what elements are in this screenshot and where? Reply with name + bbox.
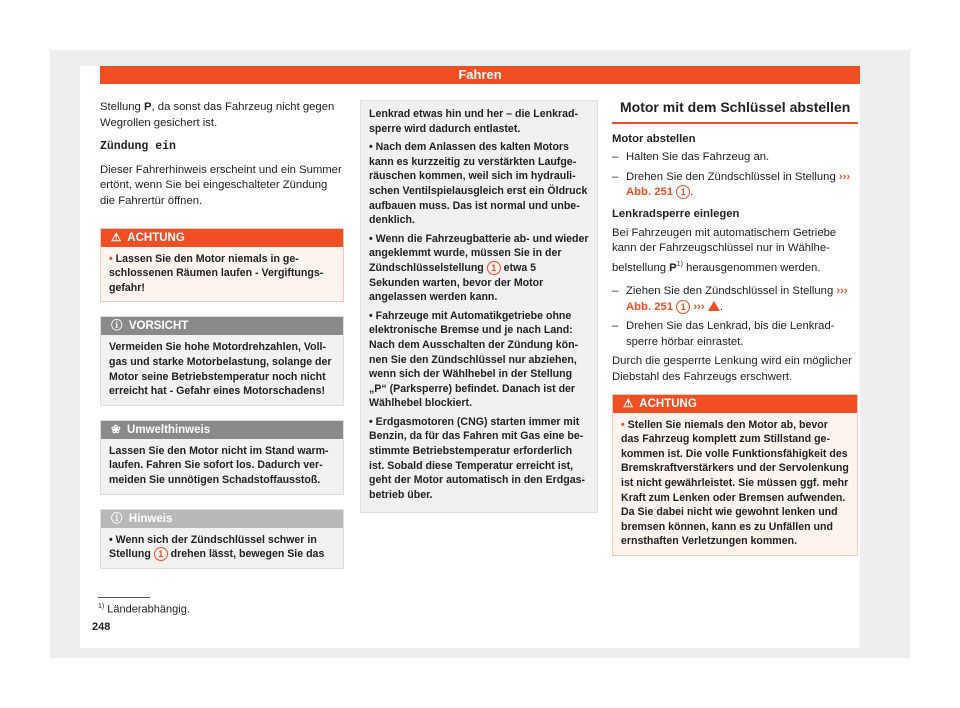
footnote: $^{1)}$ Länderabhängig. <box>98 603 190 616</box>
right-column: Motor mit dem Schlüssel abstellen Motor abstellen – Halten Sie das Fahrzeug an. – Drehen Sie den Zündschlüssel in Stellung ››› Abb. 251 1 . Lenkradsperre einlegen Bei Fahrzeugen mit automatischem Getriebe kann der Fahrzeugschlüssel nur in Wählhebelstellung $P^{1)}$ herausgenommen werden. – Ziehen Sie den Zündschlüssel in Stellung ››› Abb. 251 1 ››› . – Drehen Sie das Lenkrad, bis die Lenkradsperre hörbar einrastet. Durch die gesperrte Lenkung wird ein möglicher Diebstahl des Fahrzeugs erschwert. ⚠ ACHTUNG • Stellen Sie niemals den Motor ab, bevor das Fahrzeug komplett zum Stillstand gekommen ist. Die volle Funktionsfähigkeit des Bremskraftverstärkers und der Servolenkung ist nicht gewährleistet. Sie müssen ggf. mehr Kraft zum Lenken oder Bremsen aufwenden. Da Sie dabei nicht wie gewohnt lenken und bremsen können, kann es zu Unfällen und ernsthaften Verletzungen kommen. <box>612 100 858 570</box>
footnote-divider <box>98 597 150 598</box>
left-column <box>100 100 344 583</box>
achtung-box: ⚠ ACHTUNG • Stellen Sie niemals den Motor ab, bevor das Fahrzeug komplett zum Stillstand gekommen ist. Die volle Funktionsfähigkeit des Bremskraftverstärkers und der Servolenkung ist nicht gewährleistet. Sie müssen ggf. mehr Kraft zum Lenken oder Bremsen aufwenden. Da Sie dabei nicht wie gewohnt lenken und bremsen können, kann es zu Unfällen und ernsthaften Verletzungen kommen. <box>612 394 858 556</box>
warning-icon <box>708 301 720 311</box>
umwelt-box: ❀ Umwelthinweis Lassen Sie den Motor nicht im Stand warmlaufen. Fahren Sie sofort los. Dadurch vermeiden Sie unnötigen Schadstoffausstoß. <box>100 420 344 495</box>
warning-icon: ⚠ <box>623 397 634 410</box>
middle-column: Lenkrad etwas hin und her – die Lenkradsperre wird dadurch entlastet. • Nach dem Anlassen des kalten Motors kann es kurzzeitig zu verstärkten Laufgeräuschen kommen, weil sich im hydraulischen Ventilspielausgleich erst ein Öldruck aufbauen muss. Das ist normal und unbedenklich. • Wenn die Fahrzeugbatterie ab- und wieder angeklemmt wurde, müssen Sie in der Zündschlüsselstellung 1 etwa 5 Sekunden warten, bevor der Motor angelassen werden kann. • Fahrzeuge mit Automatikgetriebe ohne elektronische Bremse und je nach Land: Nach dem Ausschalten der Zündung können Sie den Zündschlüssel nur abziehen, wenn sich der Wählhebel in der Stellung „P“ (Parksperre) befindet. Danach ist der Wählhebel blockiert. • Erdgasmotoren (CNG) starten immer mit Benzin, da für das Fahren mit Gas eine bestimmte Betriebstemperatur erforderlich ist. Sobald diese Temperatur erreicht ist, geht der Motor automatisch in den Erdgasbetrieb über. <box>360 100 598 513</box>
info-icon: ⓘ <box>111 512 123 525</box>
subheading: Zündung ein <box>100 140 176 154</box>
leaf-icon: ❀ <box>111 423 121 436</box>
warning-icon: ⚠ <box>111 231 122 244</box>
caution-icon: ⓘ <box>111 320 123 333</box>
paragraph: Stellung P, da sonst das Fahrzeug nicht gegen Wegrollen gesichert ist. <box>100 101 335 129</box>
paragraph: Dieser Fahrerhinweis erscheint und ein Summer ertönt, wenn Sie bei eingeschalteter Zündung die Fahrertür öffnen. <box>100 163 342 207</box>
page-number: 248 <box>92 621 111 633</box>
page-header: Fahren <box>100 66 860 84</box>
achtung-box: ⚠ ACHTUNG • Lassen Sie den Motor niemals in geschlossenen Räumen laufen - Vergiftungsgefahr! <box>100 228 344 303</box>
figure-link[interactable]: ››› Abb. 251 <box>626 285 848 313</box>
hinweis-box: ⓘ Hinweis • Wenn sich der Zündschlüssel schwer in Stellung 1 drehen lässt, bewegen Sie das <box>100 509 344 569</box>
section-title: Motor mit dem Schlüssel abstellen <box>612 100 858 124</box>
vorsicht-box: ⓘ VORSICHT Vermeiden Sie hohe Motordrehzahlen, Vollgas und starke Motorbelastung, solange der Motor seine Betriebstemperatur noch nicht erreicht hat - Gefahr eines Motorschadens! <box>100 316 344 405</box>
figure-link[interactable]: ››› Abb. 251 <box>626 170 851 199</box>
